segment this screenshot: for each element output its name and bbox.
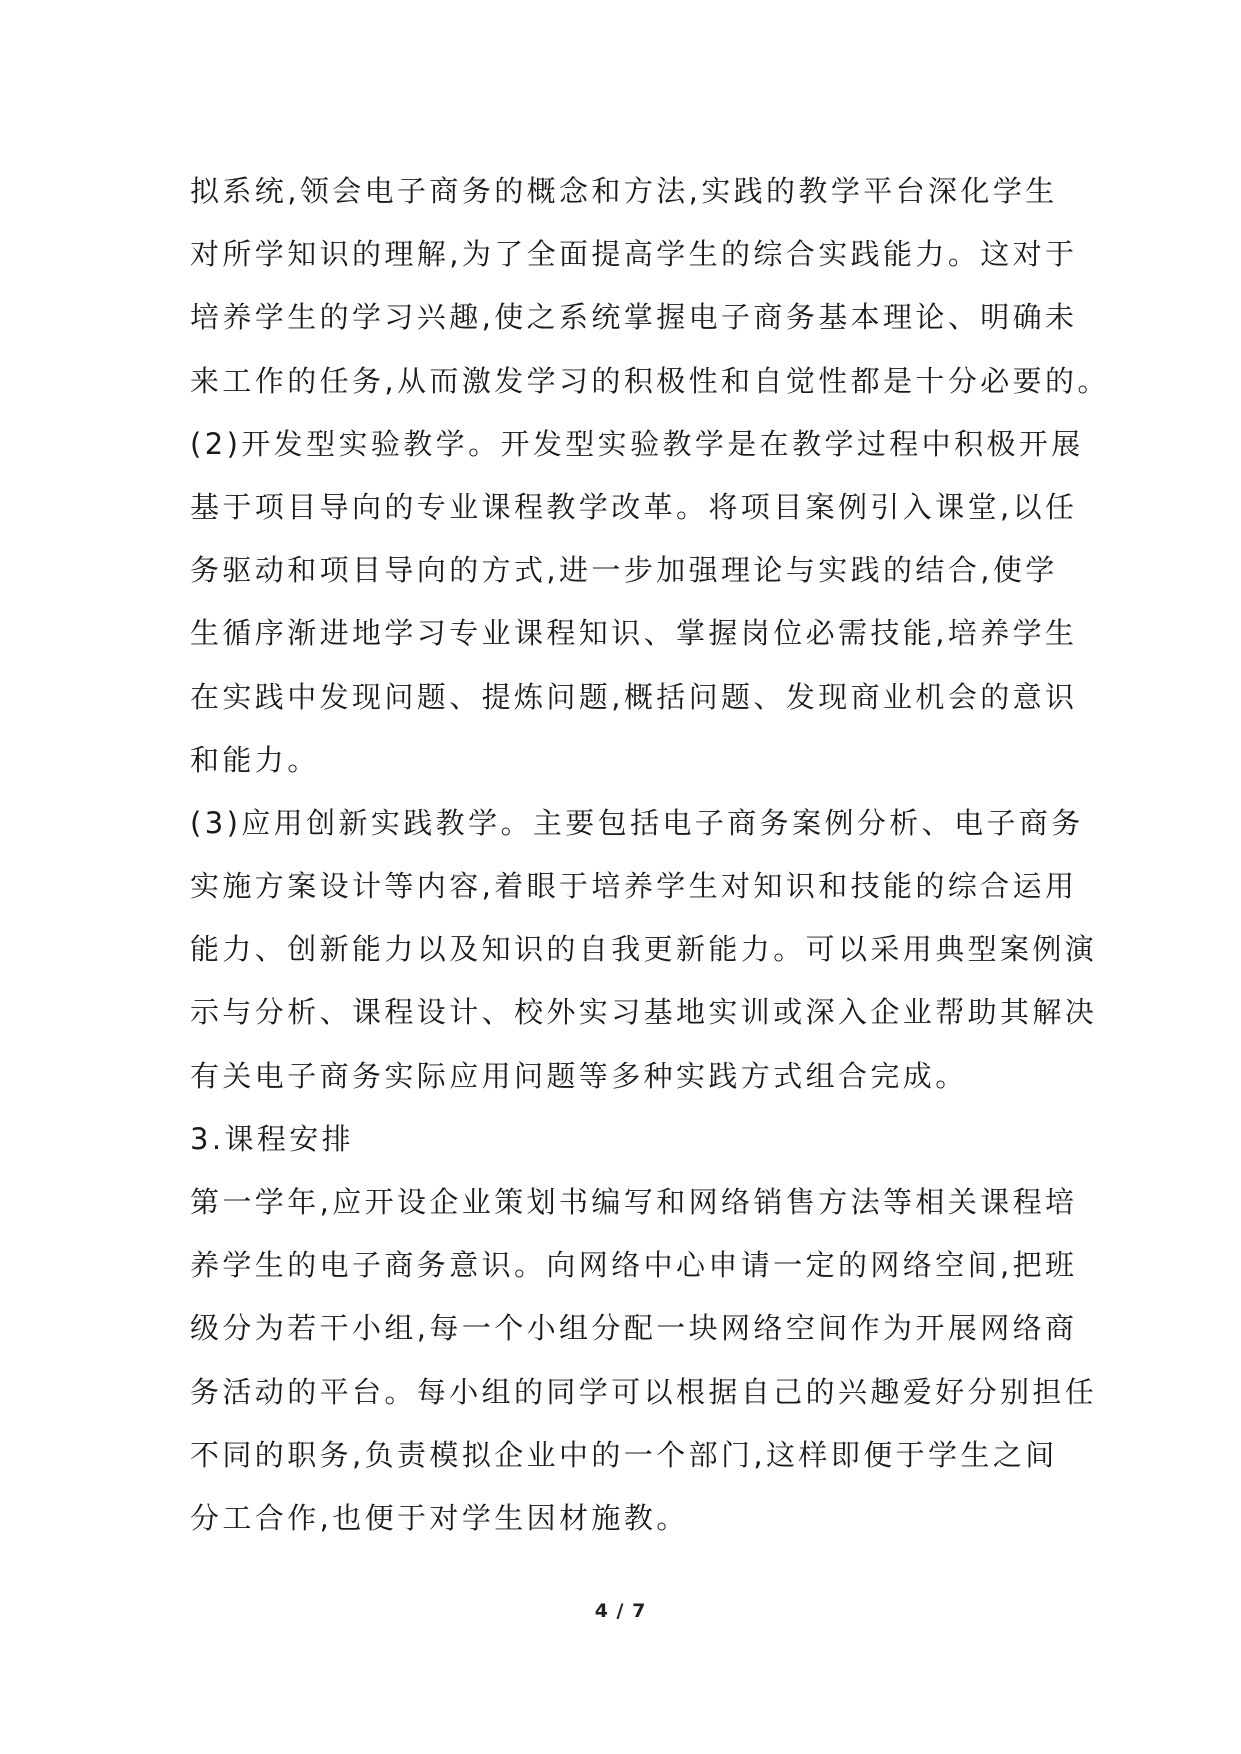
text-line: 分工合作,也便于对学生因材施教。 — [190, 1500, 689, 1535]
text-line: 级分为若干小组,每一个小组分配一块网络空间作为开展网络商 — [190, 1311, 1078, 1346]
text-line: 和能力。 — [190, 742, 320, 777]
text-line: 生循序渐进地学习专业课程知识、掌握岗位必需技能,培养学生 — [190, 616, 1078, 651]
text-line: 基于项目导向的专业课程教学改革。将项目案例引入课堂,以任 — [190, 489, 1078, 524]
text-line: 能力、创新能力以及知识的自我更新能力。可以采用典型案例演 — [190, 932, 1098, 967]
text-line: 对所学知识的理解,为了全面提高学生的综合实践能力。这对于 — [190, 237, 1078, 272]
text-line: 不同的职务,负责模拟企业中的一个部门,这样即便于学生之间 — [190, 1437, 1058, 1472]
body-text — [190, 160, 1110, 1550]
text-line: 在实践中发现问题、提炼问题,概括问题、发现商业机会的意识 — [190, 679, 1078, 714]
text-line: 务驱动和项目导向的方式,进一步加强理论与实践的结合,使学 — [190, 553, 1058, 588]
page-number: 4 / 7 — [594, 1600, 647, 1622]
text-line: 务活动的平台。每小组的同学可以根据自己的兴趣爱好分别担任 — [190, 1374, 1098, 1409]
text-line: 来工作的任务,从而激发学习的积极性和自觉性都是十分必要的。 — [190, 363, 1110, 398]
text-line: (2)开发型实验教学。开发型实验教学是在教学过程中积极开展 — [190, 426, 1084, 461]
text-line: 有关电子商务实际应用问题等多种实践方式组合完成。 — [190, 1058, 968, 1093]
text-line: 拟系统,领会电子商务的概念和方法,实践的教学平台深化学生 — [190, 174, 1058, 208]
text-line: 培养学生的学习兴趣,使之系统掌握电子商务基本理论、明确未 — [190, 300, 1078, 335]
text-line: (3)应用创新实践教学。主要包括电子商务案例分析、电子商务 — [190, 805, 1084, 840]
text-line: 养学生的电子商务意识。向网络中心申请一定的网络空间,把班 — [190, 1248, 1078, 1283]
text-line: 第一学年,应开设企业策划书编写和网络销售方法等相关课程培 — [190, 1185, 1078, 1219]
text-line: 示与分析、课程设计、校外实习基地实训或深入企业帮助其解决 — [190, 995, 1098, 1030]
section-heading: 3.课程安排 — [190, 1121, 355, 1156]
text-line: 实施方案设计等内容,着眼于培养学生对知识和技能的综合运用 — [190, 869, 1078, 904]
